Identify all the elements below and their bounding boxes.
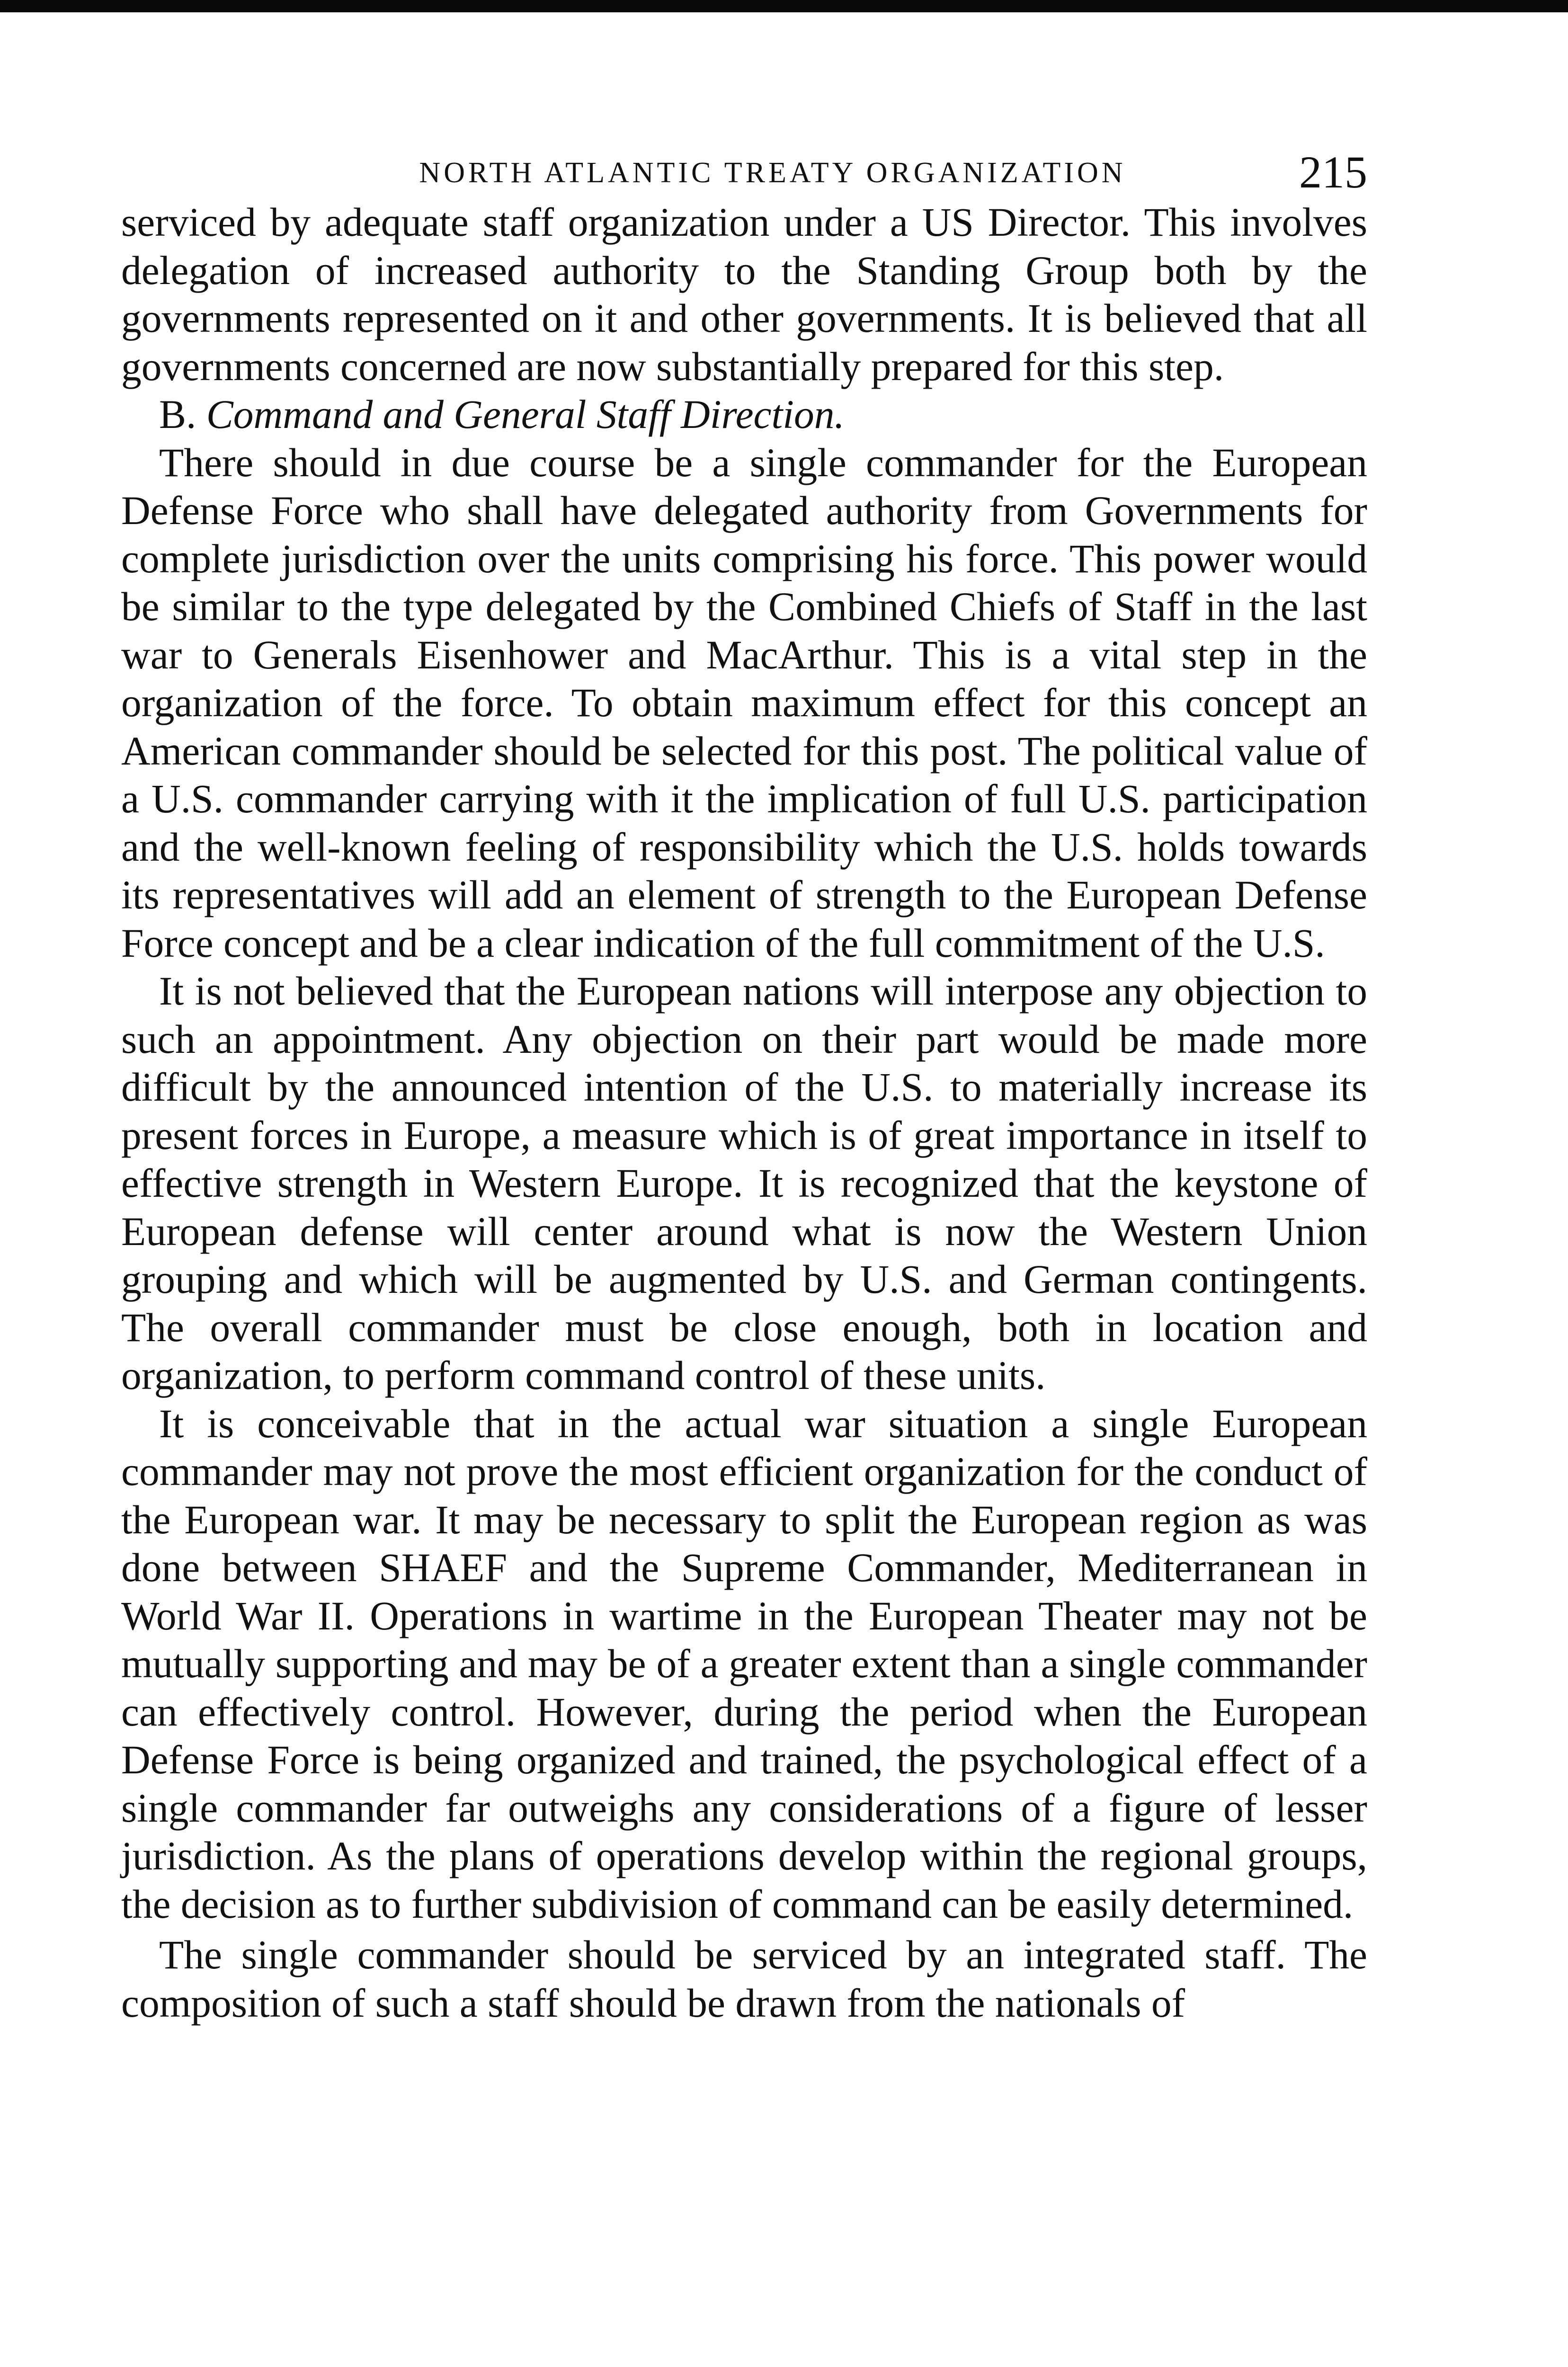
- paragraph-integrated-staff: The single commander should be serviced by an integrated staff. The composition of such a staff should be drawn from the nationals of: [121, 1933, 1367, 2026]
- page-number: 215: [1299, 147, 1367, 197]
- paragraph-objection: It is not believed that the European nations will interpose any objection to such an appointment. Any objection on their part would be made more difficult by the announced intention of the U.S. to materially increase its present forces in Europe, a measure which is of great importance in itself to effective strength in Western Europe. It is recognized that the keystone of European defense will center around what is now the Western Union grouping and which will be augmented by U.S. and German contingents. The overall commander must be close enough, both in location and organization, to perform command control of these units.: [121, 969, 1367, 1398]
- section-letter: B.: [159, 392, 196, 437]
- section-heading: [121, 391, 1367, 439]
- paragraph-single-commander: There should in due course be a single commander for the European Defense Force who shall have delegated authority from Governments for complete jurisdiction over the units comprising his force. This power would be similar to the type delegated by the Combined Chiefs of Staff in the last war to Generals Eisenhower and MacArthur. This is a vital step in the organization of the force. To obtain maximum effect for this concept an American commander should be selected for this post. The political value of a U.S. commander carrying with it the implication of full U.S. participation and the well-known feeling of responsibility which the U.S. holds towards its representatives will add an element of strength to the European Defense Force concept and be a clear indication of the full commitment of the U.S.: [121, 440, 1367, 966]
- page-top-border: [0, 0, 1568, 12]
- paragraph-war-situation: It is conceivable that in the actual war situation a single European commander may not prove the most efficient organization for the conduct of the European war. It may be necessary to split the European region as was done between SHAEF and the Supreme Commander, Mediterranean in World War II. Operations in wartime in the European Theater may not be mutually supporting and may be of a greater extent than a single commander can effectively control. However, during the period when the European Defense Force is being organized and trained, the psychological effect of a single commander far outweighs any considerations of a figure of lesser jurisdiction. As the plans of operations develop within the regional groups, the decision as to further subdivision of command can be easily determined.: [121, 1401, 1367, 1927]
- running-title: NORTH ATLANTIC TREATY ORGANIZATION: [419, 157, 1126, 189]
- running-header: [121, 137, 1367, 199]
- document-page: [121, 137, 1367, 2028]
- body-text: [121, 199, 1367, 2028]
- paragraph-continuation: serviced by adequate staff organization under a US Director. This involves delegation of increased authority to the Standing Group both by the governments represented on it and other governments. It is believed that all governments concerned are now substantially prepared for this step.: [121, 200, 1367, 389]
- section-title: Command and General Staff Direction.: [206, 392, 845, 437]
